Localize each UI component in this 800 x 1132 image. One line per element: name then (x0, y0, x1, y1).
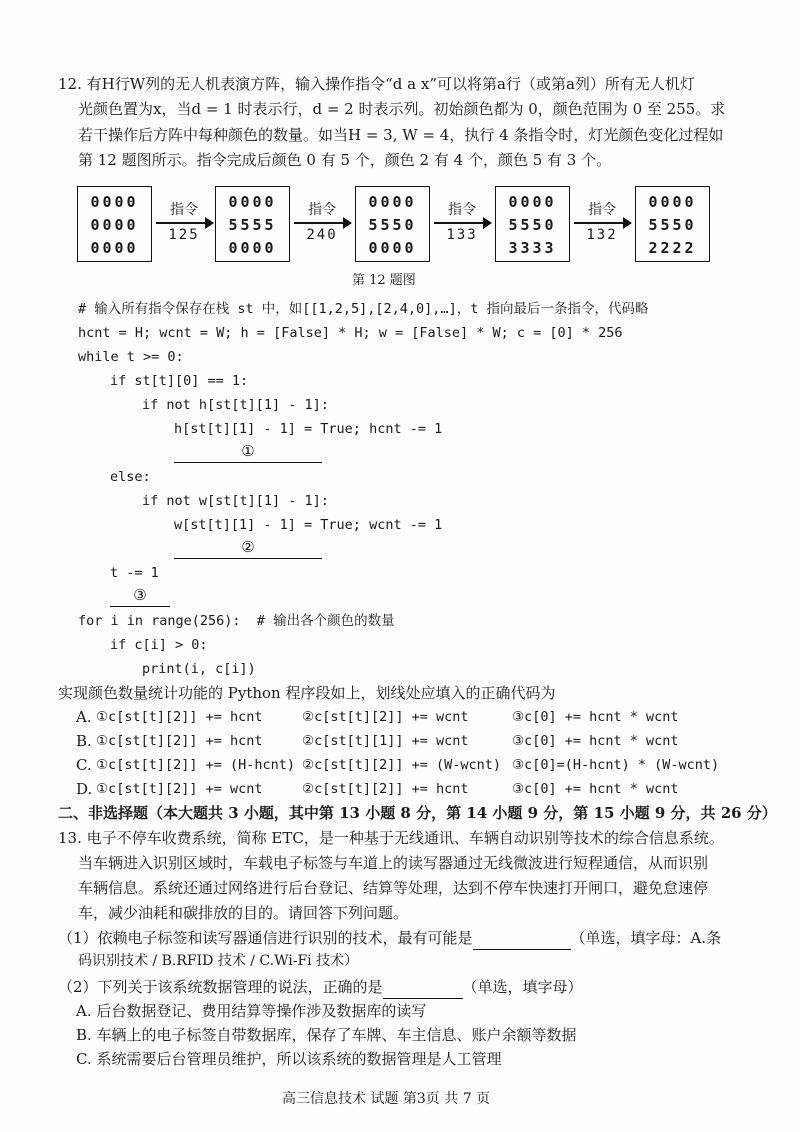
q13-line3: 车辆信息。系统还通过网络进行后台登记、结算等处理，达到不停车快速打开闸口，避免怠速停 (78, 879, 709, 897)
q12-line1: 12. 有H行W列的无人机表演方阵，输入操作指令“d a x”可以将第a行（或第a列）所有无人机灯 (58, 75, 695, 93)
code-line: if not w[st[t][1] - 1]: (142, 493, 329, 509)
grid-state-1: 0000 5555 0000 (215, 186, 290, 262)
code-line: for i in range(256): # 输出各个颜色的数量 (78, 613, 395, 629)
command-1: 125 (168, 227, 200, 243)
code-line: t -= 1 (110, 565, 159, 581)
code-line: else: (110, 469, 151, 485)
q12-line2: 光颜色置为x，当d = 1 时表示行，d = 2 时表示列。初始颜色都为 0，颜色范围为 0 至 255。求 (78, 100, 726, 118)
q13-option-b[interactable]: B. 车辆上的电子标签自带数据库，保存了车牌、车主信息、账户余额等数据 (76, 1026, 577, 1044)
question-stem: 实现颜色数量统计功能的 Python 程序段如上，划线处应填入的正确代码为 (58, 684, 556, 702)
page-footer: 高三信息技术 试题 第3页 共 7 页 (282, 1091, 491, 1107)
arrow-icon (156, 222, 212, 224)
arrow-label: 指令 (170, 202, 198, 218)
code-line: if c[i] > 0: (110, 637, 208, 653)
code-line: if not h[st[t][1] - 1]: (142, 397, 329, 413)
q13-sub2: （2）下列关于该系统数据管理的说法，正确的是 （单选，填字母） (58, 976, 583, 999)
q12-line4: 第 12 题图所示。指令完成后颜色 0 有 5 个，颜色 2 有 4 个，颜色 5 有 3 个。 (78, 151, 612, 169)
q13-line4: 车，减少油耗和碳排放的目的。请回答下列问题。 (78, 904, 409, 922)
q12-line3: 若干操作后方阵中每种颜色的数量。如当H = 3, W = 4，执行 4 条指令时，灯光颜色变化过程如 (78, 126, 724, 144)
blank-3: ③ (110, 584, 170, 607)
q13-sub1-options: 码识别技术 / B.RFID 技术 / C.Wi-Fi 技术） (78, 953, 359, 969)
code-line: print(i, c[i]) (142, 661, 256, 677)
code-line: h[st[t][1] - 1] = True; hcnt -= 1 (174, 421, 443, 437)
grid-state-3: 0000 5550 3333 (495, 186, 570, 262)
command-2: 240 (306, 227, 338, 243)
answer-blank-2[interactable] (383, 976, 463, 999)
code-line: if st[t][0] == 1: (110, 373, 249, 389)
arrow-label: 指令 (448, 202, 476, 218)
grid-state-0: 0000 0000 0000 (77, 186, 152, 262)
q13-option-a[interactable]: A. 后台数据登记、费用结算等操作涉及数据库的读写 (76, 1002, 427, 1020)
q13-line1: 13. 电子不停车收费系统，简称 ETC，是一种基于无线通讯、车辆自动识别等技术的综合信息系统。 (58, 829, 724, 847)
arrow-icon (434, 222, 490, 224)
code-line: while t >= 0: (78, 349, 184, 365)
code-line: w[st[t][1] - 1] = True; wcnt -= 1 (174, 517, 443, 533)
command-4: 132 (586, 227, 618, 243)
q13-option-c[interactable]: C. 系统需要后台管理员维护，所以该系统的数据管理是人工管理 (76, 1050, 502, 1068)
answer-blank-1[interactable] (473, 927, 571, 950)
code-line: # 输入所有指令保存在栈 st 中，如[[1,2,5],[2,4,0],…]，t 指向最后一条指令，代码略 (78, 301, 649, 317)
q13-line2: 当车辆进入识别区域时，车载电子标签与车道上的读写器通过无线微波进行短程通信，从而识别 (78, 854, 709, 872)
figure-caption: 第 12 题图 (352, 273, 416, 288)
q13-sub1: （1）依赖电子标签和读写器通信进行识别的技术，最有可能是 （单选，填字母：A.条 (58, 927, 721, 950)
arrow-label: 指令 (588, 202, 616, 218)
section-2-header: 二、非选择题（本大题共 3 小题，其中第 13 小题 8 分，第 14 小题 9 分，第 15 小题 9 分，共 26 分） (58, 804, 777, 822)
grid-state-4: 0000 5550 2222 (635, 186, 710, 262)
grid-state-2: 0000 5550 0000 (355, 186, 430, 262)
blank-1: ① (174, 440, 322, 463)
command-3: 133 (446, 227, 478, 243)
arrow-icon (574, 222, 630, 224)
arrow-label: 指令 (308, 202, 336, 218)
blank-2: ② (174, 536, 322, 559)
code-line: hcnt = H; wcnt = W; h = [False] * H; w = [False] * W; c = [0] * 256 (78, 325, 623, 341)
arrow-icon (294, 222, 350, 224)
